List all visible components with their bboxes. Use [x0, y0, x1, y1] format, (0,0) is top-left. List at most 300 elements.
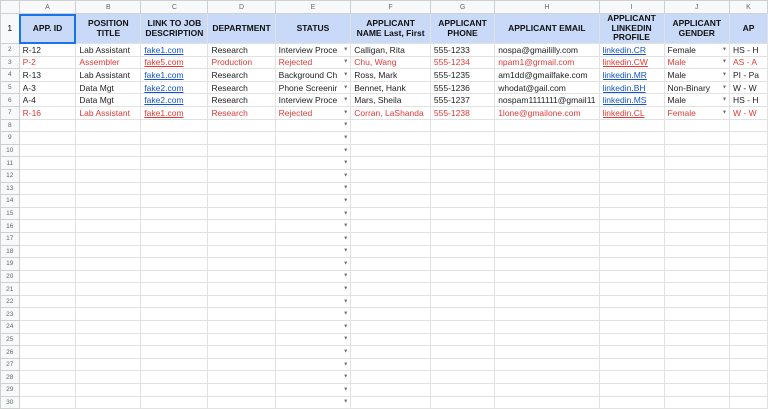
cell[interactable] [141, 119, 208, 132]
dropdown-arrow-icon[interactable]: ▼ [343, 197, 349, 204]
cell[interactable] [730, 144, 768, 157]
cell[interactable] [730, 232, 768, 245]
cell[interactable] [495, 169, 599, 182]
cell[interactable] [19, 270, 76, 283]
cell[interactable] [730, 295, 768, 308]
cell[interactable] [495, 44, 599, 57]
cell[interactable] [599, 346, 664, 359]
column-header-A[interactable]: A [19, 1, 76, 14]
dropdown-arrow-icon[interactable]: ▼ [343, 210, 349, 217]
cell[interactable] [275, 207, 351, 220]
cell[interactable] [76, 220, 141, 233]
cell[interactable] [351, 270, 431, 283]
row-header[interactable]: 27 [1, 358, 20, 371]
cell[interactable] [351, 207, 431, 220]
column-header-E[interactable]: E [275, 1, 351, 14]
cell[interactable] [351, 245, 431, 258]
dropdown-arrow-icon[interactable]: ▼ [343, 159, 349, 166]
cell[interactable] [495, 232, 599, 245]
cell[interactable] [351, 371, 431, 384]
cell[interactable] [430, 56, 494, 69]
cell[interactable] [495, 308, 599, 321]
cell[interactable] [351, 69, 431, 82]
cell[interactable] [430, 295, 494, 308]
column-header-F[interactable]: F [351, 1, 431, 14]
cell[interactable] [664, 283, 729, 296]
dropdown-arrow-icon[interactable]: ▼ [343, 58, 349, 65]
cell[interactable] [141, 132, 208, 145]
cell[interactable] [599, 270, 664, 283]
cell[interactable] [141, 258, 208, 271]
cell[interactable] [664, 106, 729, 119]
cell[interactable] [141, 396, 208, 409]
cell[interactable] [430, 346, 494, 359]
cell[interactable] [19, 396, 76, 409]
row-header[interactable]: 6 [1, 94, 20, 107]
cell[interactable] [730, 308, 768, 321]
cell[interactable] [208, 358, 275, 371]
cell[interactable] [275, 106, 351, 119]
column-header-H[interactable]: H [495, 1, 599, 14]
cell[interactable] [599, 371, 664, 384]
row-header[interactable]: 13 [1, 182, 20, 195]
cell[interactable] [599, 258, 664, 271]
cell[interactable] [730, 270, 768, 283]
cell[interactable] [430, 144, 494, 157]
cell[interactable] [275, 69, 351, 82]
cell[interactable] [351, 283, 431, 296]
dropdown-arrow-icon[interactable]: ▼ [343, 84, 349, 91]
cell[interactable] [430, 169, 494, 182]
cell[interactable] [430, 182, 494, 195]
dropdown-arrow-icon[interactable]: ▼ [722, 58, 727, 65]
cell[interactable] [141, 232, 208, 245]
header-cell[interactable]: APPLICANT PHONE [430, 14, 494, 44]
cell[interactable] [351, 396, 431, 409]
cell[interactable] [664, 44, 729, 57]
cell[interactable] [141, 157, 208, 170]
cell[interactable] [208, 396, 275, 409]
cell[interactable] [664, 132, 729, 145]
cell[interactable] [19, 144, 76, 157]
cell[interactable] [141, 384, 208, 397]
cell[interactable] [208, 195, 275, 208]
cell[interactable] [275, 94, 351, 107]
cell[interactable] [208, 81, 275, 94]
cell[interactable] [730, 333, 768, 346]
header-cell[interactable]: APPLICANT GENDER [664, 14, 729, 44]
cell[interactable] [141, 295, 208, 308]
cell[interactable] [76, 56, 141, 69]
cell[interactable] [19, 157, 76, 170]
cell[interactable] [664, 157, 729, 170]
cell[interactable] [664, 308, 729, 321]
cell[interactable] [664, 232, 729, 245]
cell[interactable] [495, 119, 599, 132]
cell[interactable] [351, 132, 431, 145]
cell[interactable] [599, 358, 664, 371]
row-header[interactable]: 14 [1, 195, 20, 208]
cell[interactable] [76, 321, 141, 334]
cell[interactable] [495, 106, 599, 119]
cell[interactable] [275, 371, 351, 384]
cell[interactable] [599, 69, 664, 82]
cell[interactable] [275, 195, 351, 208]
cell[interactable] [141, 245, 208, 258]
cell[interactable] [208, 258, 275, 271]
cell[interactable] [730, 207, 768, 220]
cell[interactable] [495, 258, 599, 271]
cell[interactable] [275, 182, 351, 195]
cell[interactable] [19, 119, 76, 132]
cell[interactable] [664, 321, 729, 334]
cell[interactable] [430, 384, 494, 397]
cell[interactable] [599, 56, 664, 69]
cell[interactable] [430, 119, 494, 132]
cell[interactable] [275, 245, 351, 258]
cell[interactable] [19, 245, 76, 258]
cell[interactable] [730, 182, 768, 195]
cell[interactable] [351, 232, 431, 245]
row-header[interactable]: 4 [1, 69, 20, 82]
cell[interactable] [351, 182, 431, 195]
cell[interactable] [351, 144, 431, 157]
cell-link[interactable]: fake1.com [144, 69, 184, 80]
cell[interactable] [664, 94, 729, 107]
dropdown-arrow-icon[interactable]: ▼ [343, 46, 349, 53]
cell[interactable] [664, 245, 729, 258]
cell[interactable] [495, 270, 599, 283]
cell[interactable] [351, 81, 431, 94]
cell[interactable] [430, 308, 494, 321]
cell[interactable] [430, 94, 494, 107]
cell[interactable] [430, 69, 494, 82]
cell[interactable] [208, 245, 275, 258]
dropdown-arrow-icon[interactable]: ▼ [343, 386, 349, 393]
cell[interactable] [351, 169, 431, 182]
cell[interactable] [430, 157, 494, 170]
cell[interactable] [19, 106, 76, 119]
cell[interactable] [599, 182, 664, 195]
cell[interactable] [208, 157, 275, 170]
header-cell[interactable]: POSITION TITLE [76, 14, 141, 44]
cell[interactable] [208, 270, 275, 283]
cell[interactable] [19, 371, 76, 384]
cell[interactable] [275, 384, 351, 397]
cell[interactable] [208, 44, 275, 57]
cell[interactable] [141, 44, 208, 57]
cell[interactable] [208, 182, 275, 195]
row-header[interactable]: 16 [1, 220, 20, 233]
column-header-G[interactable]: G [430, 1, 494, 14]
cell[interactable] [19, 283, 76, 296]
cell[interactable] [208, 321, 275, 334]
dropdown-arrow-icon[interactable]: ▼ [343, 373, 349, 380]
cell[interactable] [664, 396, 729, 409]
cell[interactable] [430, 207, 494, 220]
cell[interactable] [76, 384, 141, 397]
cell[interactable] [599, 44, 664, 57]
cell[interactable] [730, 346, 768, 359]
cell[interactable] [208, 207, 275, 220]
cell[interactable] [141, 144, 208, 157]
row-header[interactable]: 25 [1, 333, 20, 346]
cell[interactable] [664, 69, 729, 82]
cell[interactable] [76, 169, 141, 182]
cell[interactable] [208, 69, 275, 82]
row-header[interactable]: 1 [1, 14, 20, 44]
cell-link[interactable]: fake2.com [144, 95, 184, 106]
header-cell[interactable]: DEPARTMENT [208, 14, 275, 44]
cell[interactable] [495, 396, 599, 409]
dropdown-arrow-icon[interactable]: ▼ [343, 172, 349, 179]
cell[interactable] [730, 56, 768, 69]
cell[interactable] [664, 346, 729, 359]
cell[interactable] [141, 283, 208, 296]
cell[interactable] [495, 81, 599, 94]
header-cell[interactable]: APPLICANT EMAIL [495, 14, 599, 44]
cell[interactable] [351, 220, 431, 233]
cell[interactable] [141, 207, 208, 220]
cell[interactable] [495, 56, 599, 69]
cell[interactable] [599, 207, 664, 220]
dropdown-arrow-icon[interactable]: ▼ [343, 71, 349, 78]
cell[interactable] [664, 144, 729, 157]
cell[interactable] [76, 232, 141, 245]
cell[interactable] [664, 182, 729, 195]
cell[interactable] [275, 232, 351, 245]
cell[interactable] [730, 157, 768, 170]
cell[interactable] [76, 81, 141, 94]
cell[interactable] [430, 258, 494, 271]
cell[interactable] [76, 270, 141, 283]
dropdown-arrow-icon[interactable]: ▼ [343, 285, 349, 292]
dropdown-arrow-icon[interactable]: ▼ [343, 134, 349, 141]
cell[interactable] [19, 169, 76, 182]
cell-link[interactable]: linkedin.CR [602, 44, 646, 55]
cell[interactable] [208, 220, 275, 233]
cell[interactable] [664, 56, 729, 69]
cell-link[interactable]: fake5.com [144, 57, 184, 68]
row-header[interactable]: 7 [1, 106, 20, 119]
cell[interactable] [599, 295, 664, 308]
row-header[interactable]: 30 [1, 396, 20, 409]
cell[interactable] [730, 245, 768, 258]
cell[interactable] [141, 333, 208, 346]
dropdown-arrow-icon[interactable]: ▼ [343, 109, 349, 116]
dropdown-arrow-icon[interactable]: ▼ [343, 310, 349, 317]
header-cell[interactable]: APPLICANT NAME Last, First [351, 14, 431, 44]
cell[interactable] [275, 220, 351, 233]
dropdown-arrow-icon[interactable]: ▼ [343, 184, 349, 191]
cell[interactable] [430, 396, 494, 409]
cell[interactable] [141, 358, 208, 371]
cell[interactable] [19, 132, 76, 145]
cell[interactable] [495, 295, 599, 308]
cell[interactable] [19, 333, 76, 346]
cell[interactable] [599, 119, 664, 132]
cell[interactable] [664, 371, 729, 384]
cell[interactable] [19, 44, 76, 57]
cell[interactable] [495, 157, 599, 170]
header-cell[interactable]: LINK TO JOB DESCRIPTION [141, 14, 208, 44]
row-header[interactable]: 2 [1, 44, 20, 57]
select-all-corner[interactable] [1, 1, 20, 14]
cell[interactable] [599, 283, 664, 296]
cell[interactable] [730, 283, 768, 296]
cell-link[interactable]: linkedin.CL [602, 107, 645, 118]
cell[interactable] [76, 396, 141, 409]
cell[interactable] [76, 195, 141, 208]
cell[interactable] [208, 119, 275, 132]
cell-link[interactable]: fake1.com [144, 44, 184, 55]
row-header[interactable]: 5 [1, 81, 20, 94]
cell[interactable] [141, 220, 208, 233]
cell[interactable] [351, 346, 431, 359]
cell[interactable] [730, 132, 768, 145]
row-header[interactable]: 28 [1, 371, 20, 384]
dropdown-arrow-icon[interactable]: ▼ [722, 96, 727, 103]
column-header-C[interactable]: C [141, 1, 208, 14]
cell[interactable] [76, 207, 141, 220]
cell[interactable] [275, 333, 351, 346]
cell[interactable] [76, 258, 141, 271]
row-header[interactable]: 20 [1, 270, 20, 283]
cell[interactable] [76, 371, 141, 384]
cell[interactable] [664, 169, 729, 182]
cell[interactable] [351, 56, 431, 69]
cell[interactable] [76, 69, 141, 82]
cell[interactable] [730, 384, 768, 397]
cell[interactable] [430, 283, 494, 296]
cell[interactable] [76, 119, 141, 132]
cell[interactable] [141, 94, 208, 107]
cell[interactable] [430, 132, 494, 145]
cell[interactable] [430, 358, 494, 371]
cell[interactable] [76, 44, 141, 57]
cell[interactable] [664, 195, 729, 208]
cell[interactable] [208, 333, 275, 346]
cell[interactable] [599, 81, 664, 94]
cell[interactable] [208, 346, 275, 359]
cell[interactable] [351, 195, 431, 208]
row-header[interactable]: 18 [1, 245, 20, 258]
cell[interactable] [730, 396, 768, 409]
cell[interactable] [495, 283, 599, 296]
cell[interactable] [275, 157, 351, 170]
cell[interactable] [208, 106, 275, 119]
cell[interactable] [730, 81, 768, 94]
cell[interactable] [19, 220, 76, 233]
cell[interactable] [19, 346, 76, 359]
cell[interactable] [351, 258, 431, 271]
cell[interactable] [351, 295, 431, 308]
cell[interactable] [208, 308, 275, 321]
cell[interactable] [599, 333, 664, 346]
cell[interactable] [730, 169, 768, 182]
cell[interactable] [19, 295, 76, 308]
cell[interactable] [430, 195, 494, 208]
cell[interactable] [275, 321, 351, 334]
column-header-B[interactable]: B [76, 1, 141, 14]
cell[interactable] [275, 258, 351, 271]
cell[interactable] [141, 56, 208, 69]
cell[interactable] [76, 157, 141, 170]
cell[interactable] [19, 195, 76, 208]
cell[interactable] [664, 81, 729, 94]
cell[interactable] [208, 144, 275, 157]
cell[interactable] [599, 232, 664, 245]
cell[interactable] [76, 308, 141, 321]
cell[interactable] [19, 81, 76, 94]
cell[interactable] [495, 384, 599, 397]
cell[interactable] [76, 333, 141, 346]
cell[interactable] [76, 346, 141, 359]
cell[interactable] [495, 321, 599, 334]
cell[interactable] [19, 384, 76, 397]
cell[interactable] [208, 56, 275, 69]
cell[interactable] [495, 94, 599, 107]
cell-link[interactable]: linkedin.CW [602, 57, 648, 68]
cell[interactable] [495, 195, 599, 208]
cell[interactable] [495, 220, 599, 233]
cell[interactable] [730, 94, 768, 107]
dropdown-arrow-icon[interactable]: ▼ [343, 323, 349, 330]
cell[interactable] [275, 119, 351, 132]
header-cell[interactable]: AP [730, 14, 768, 44]
cell[interactable] [664, 207, 729, 220]
cell[interactable] [730, 69, 768, 82]
cell[interactable] [141, 321, 208, 334]
cell[interactable] [599, 144, 664, 157]
cell[interactable] [730, 106, 768, 119]
row-header[interactable]: 9 [1, 132, 20, 145]
header-cell[interactable]: APPLICANT LINKEDIN PROFILE [599, 14, 664, 44]
cell[interactable] [495, 207, 599, 220]
cell[interactable] [208, 371, 275, 384]
cell[interactable] [76, 106, 141, 119]
cell-link[interactable]: linkedin.MS [602, 95, 647, 106]
cell[interactable] [599, 106, 664, 119]
cell[interactable] [141, 195, 208, 208]
cell[interactable] [351, 157, 431, 170]
cell[interactable] [76, 245, 141, 258]
cell[interactable] [275, 81, 351, 94]
cell[interactable] [495, 371, 599, 384]
cell[interactable] [76, 295, 141, 308]
cell[interactable] [208, 283, 275, 296]
row-header[interactable]: 23 [1, 308, 20, 321]
cell[interactable] [351, 106, 431, 119]
dropdown-arrow-icon[interactable]: ▼ [722, 46, 727, 53]
cell[interactable] [599, 308, 664, 321]
cell[interactable] [208, 384, 275, 397]
cell[interactable] [495, 358, 599, 371]
cell[interactable] [208, 132, 275, 145]
cell[interactable] [599, 220, 664, 233]
dropdown-arrow-icon[interactable]: ▼ [343, 260, 349, 267]
row-header[interactable]: 19 [1, 258, 20, 271]
cell[interactable] [275, 295, 351, 308]
cell[interactable] [495, 69, 599, 82]
cell[interactable] [664, 270, 729, 283]
cell[interactable] [351, 321, 431, 334]
row-header[interactable]: 11 [1, 157, 20, 170]
cell[interactable] [208, 232, 275, 245]
cell[interactable] [76, 132, 141, 145]
cell[interactable] [76, 283, 141, 296]
cell[interactable] [275, 169, 351, 182]
